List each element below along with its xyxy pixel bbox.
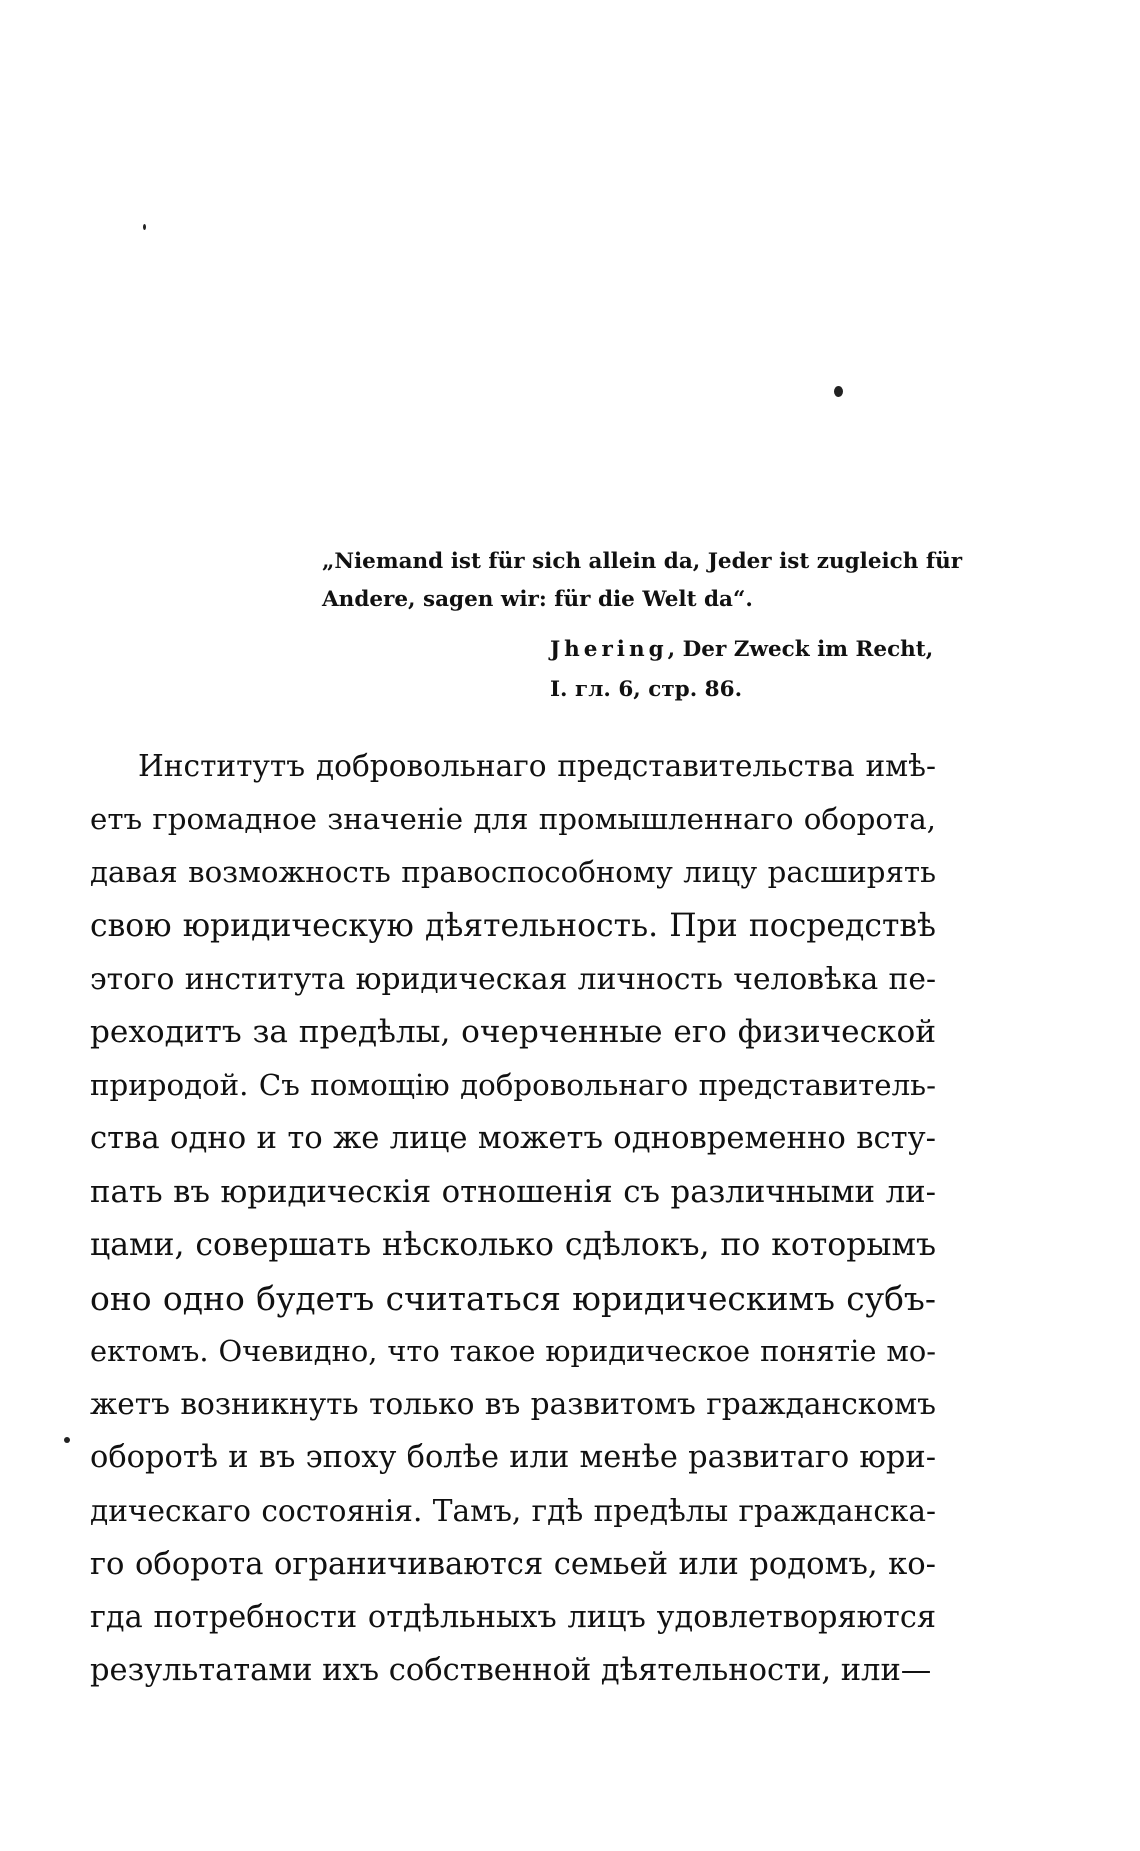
paragraph-line: оборотѣ и въ эпоху болѣе или менѣе развитаго юри- [90,1440,936,1476]
ink-speck [834,386,843,397]
epigraph-line: „Niemand ist für sich allein da, Jeder ist zugleich für [322,549,963,574]
attribution-location: I. гл. 6, стр. 86. [550,677,743,702]
epigraph-line: Andere, sagen wir: für die Welt da“. [322,587,753,612]
paragraph-line: жетъ возникнуть только въ развитомъ гражданскомъ [90,1387,936,1422]
paragraph-line: ства одно и то же лице можетъ одновременно всту- [90,1121,936,1157]
paragraph-line: гда потребности отдѣльныхъ лицъ удовлетворяются [90,1600,936,1635]
paragraph-line: свою юридическую дѣятельность. При посредствѣ [90,907,936,944]
main-paragraph [90,740,936,1697]
paragraph-line: дическаго состоянiя. Тамъ, гдѣ предѣлы гражданска- [90,1493,936,1528]
paragraph-line: ектомъ. Очевидно, что такое юридическое понятiе мо- [90,1334,936,1369]
paragraph-line: этого института юридическая личность человѣка пе- [90,961,936,997]
attribution-work: , Der Zweck im Recht, [667,637,934,662]
epigraph-attribution [550,630,940,710]
paragraph-line: пать въ юридическiя отношенiя съ различными ли- [90,1173,936,1210]
paragraph-line: оно одно будетъ считаться юридическимъ субъ- [90,1278,936,1318]
paragraph-line: давая возможность правоспособному лицу расширять [90,855,936,890]
attribution-source [550,630,940,670]
epigraph-quote [322,543,963,619]
paragraph-line: результатами ихъ собственной дѣятельности, или— [90,1653,932,1689]
paragraph-line: природой. Съ помощiю добровольнаго представитель- [90,1068,936,1103]
ink-speck [143,224,146,230]
paragraph-line: Институтъ добровольнаго представительства имѣ- [138,749,936,783]
paragraph-line: го оборота ограничиваются семьей или родомъ, ко- [90,1546,936,1582]
paragraph-line: реходитъ за предѣлы, очерченные его физической [90,1013,936,1050]
paragraph-line: цами, совершать нѣсколько сдѣлокъ, по которымъ [90,1226,936,1263]
attribution-author: Jhering [550,637,668,662]
paragraph-line: етъ громадное значенiе для промышленнаго оборота, [90,802,936,837]
ink-speck [64,1437,70,1443]
